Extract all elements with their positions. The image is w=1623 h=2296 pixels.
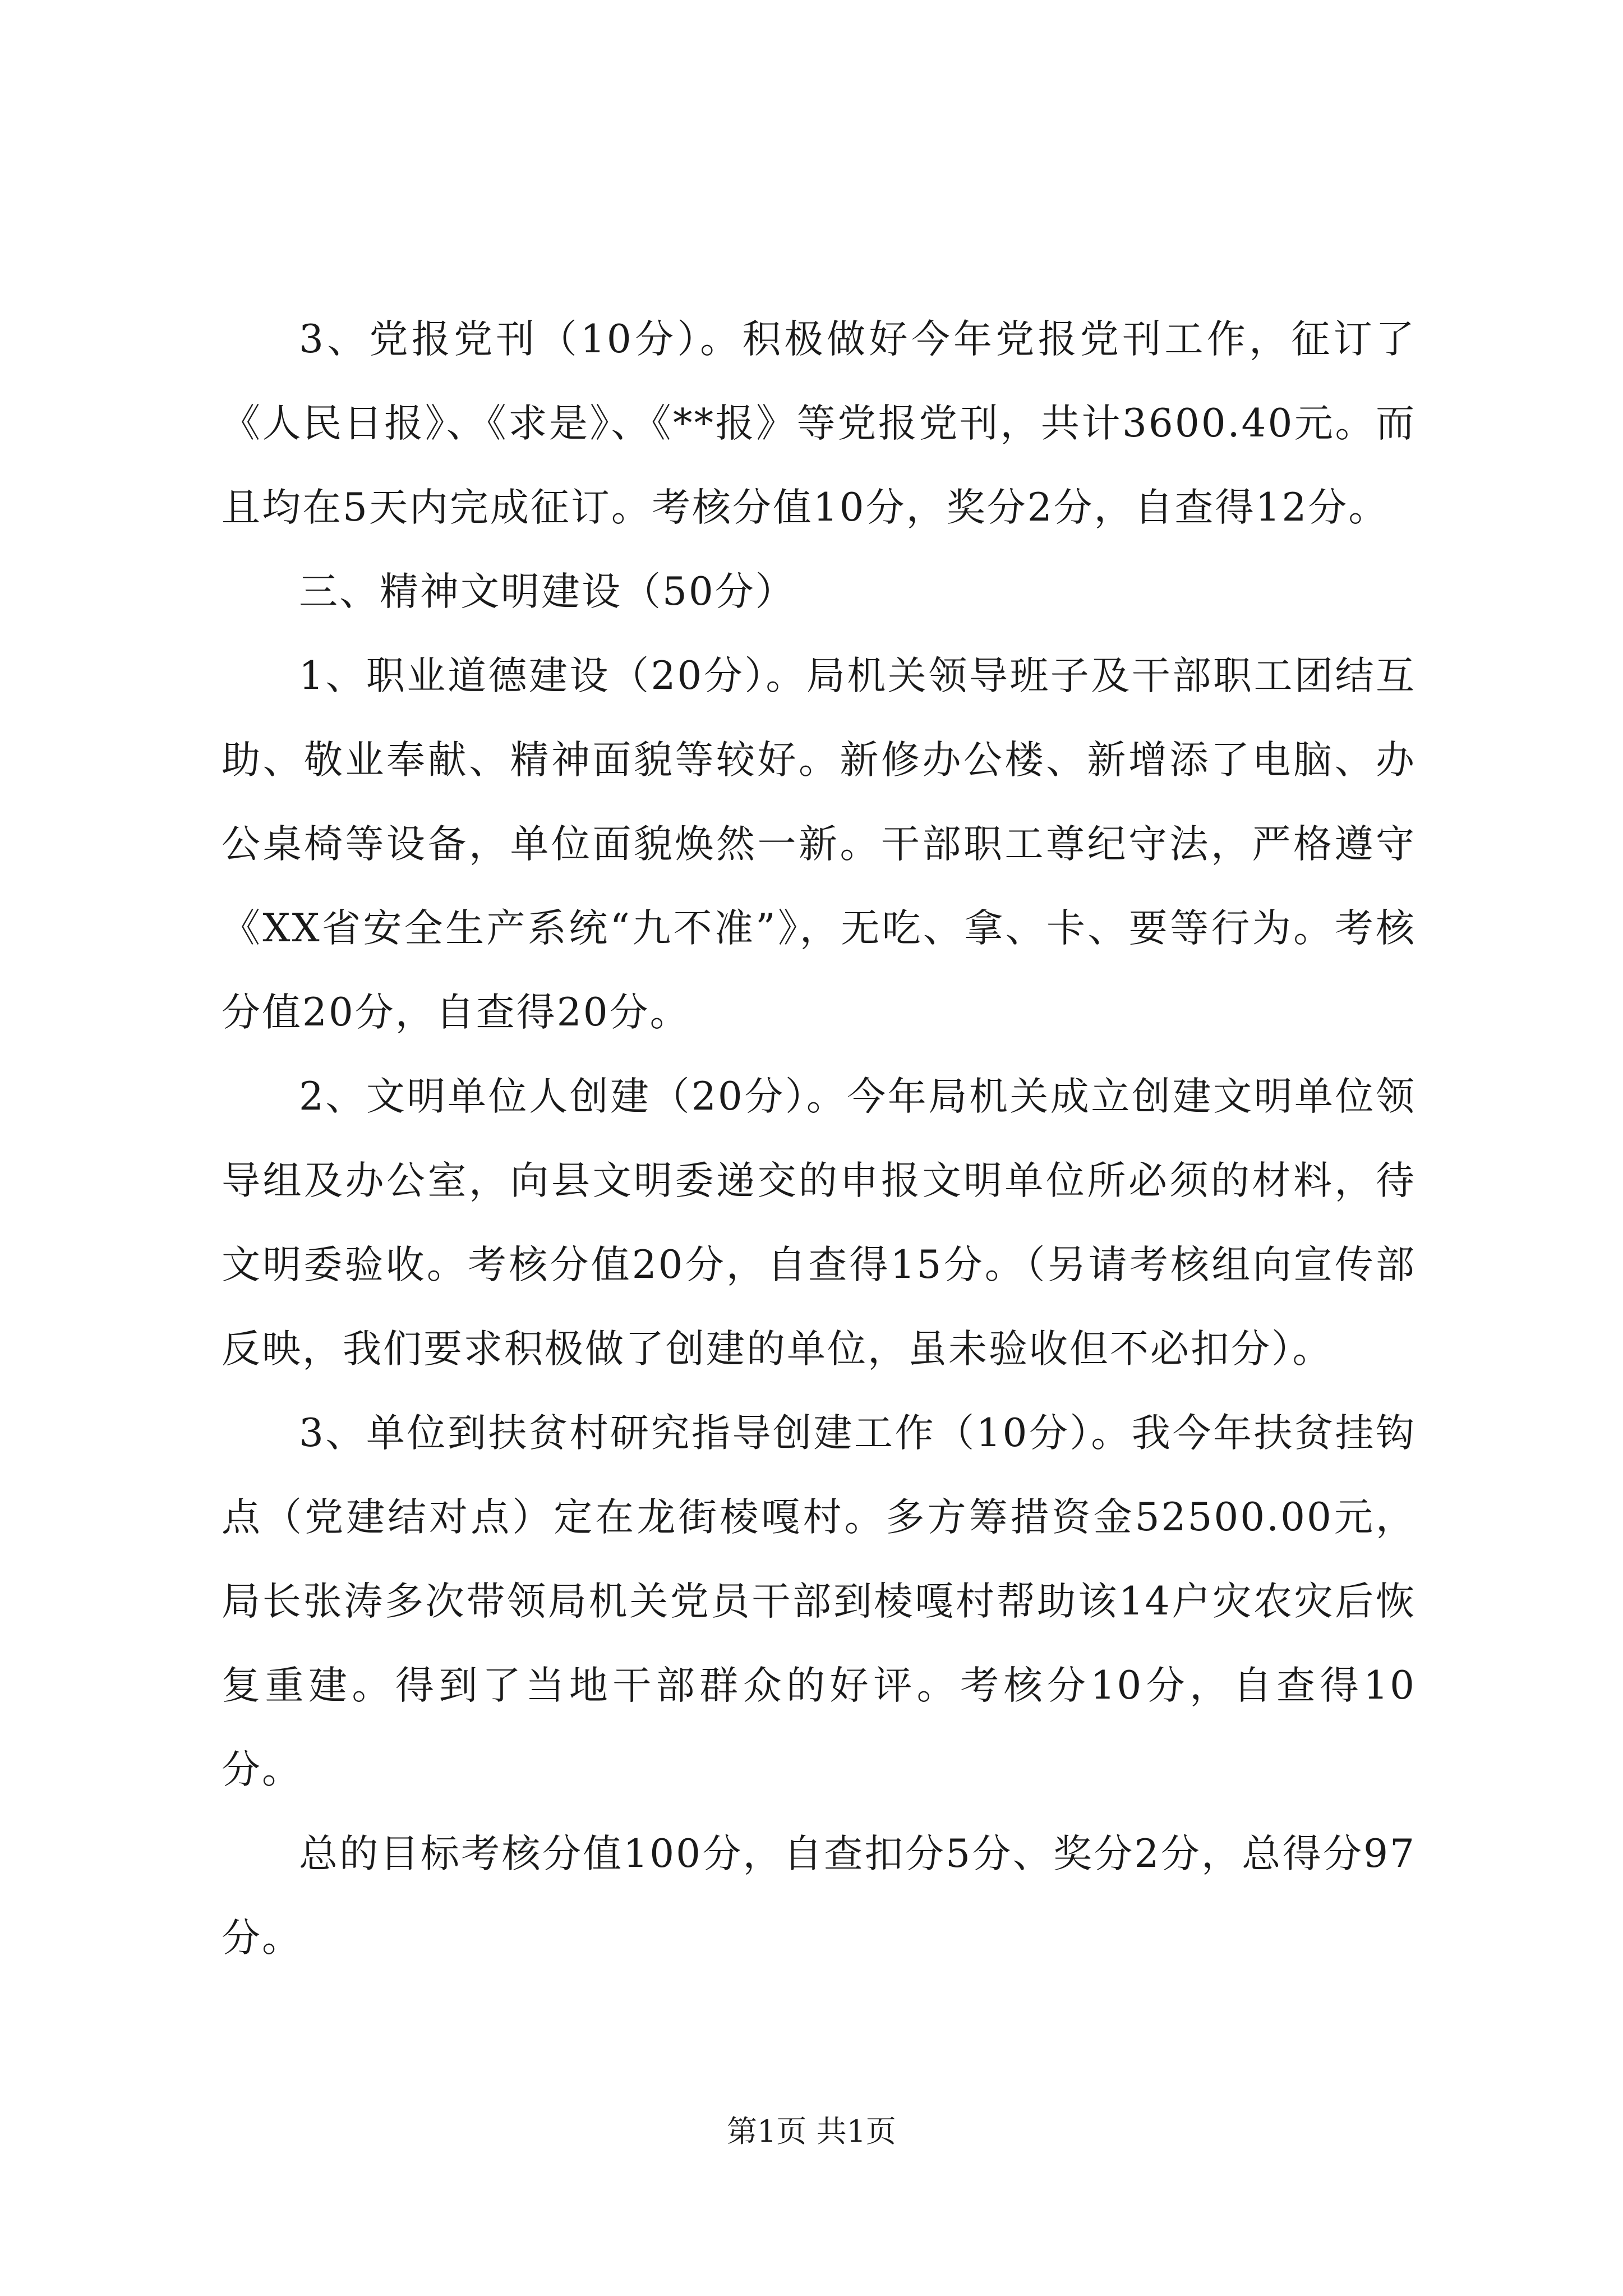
section-heading-spiritual-civilization: 三、精神文明建设（50分） (299, 569, 796, 614)
document-body (222, 297, 1416, 1980)
paragraph-civilized-unit: 2、文明单位人创建（20分）。今年局机关成立创建文明单位领导组及办公室，向县文明委递交的申报文明单位所必须的材料，待文明委验收。考核分值20分，自查得15分。（另请考核组向宣传部反映，我们要求积极做了创建的单位，虽未验收但不必扣分）。 (222, 1074, 1416, 1372)
paragraph-professional-ethics: 1、职业道德建设（20分）。局机关领导班子及干部职工团结互助、敬业奉献、精神面貌等较好。新修办公楼、新增添了电脑、办公桌椅等设备，单位面貌焕然一新。干部职工尊纪守法，严格遵守《XX省安全生产系统“九不准”》，无吃、拿、卡、要等行为。考核分值20分，自查得20分。 (222, 654, 1416, 1035)
paragraph-party-newspapers: 3、党报党刊（10分）。积极做好今年党报党刊工作，征订了《人民日报》、《求是》、《**报》等党报党刊，共计3600.40元。而且均在5天内完成征订。考核分值10分，奖分2分，自查得12分。 (222, 317, 1416, 530)
paragraph-total-score: 总的目标考核分值100分，自查扣分5分、奖分2分，总得分97分。 (222, 1832, 1416, 1961)
page-footer: 第1页 共1页 (727, 2114, 896, 2149)
paragraph-poverty-village: 3、单位到扶贫村研究指导创建工作（10分）。我今年扶贫挂钩点（党建结对点）定在龙街棱嘎村。多方筹措资金52500.00元，局长张涛多次带领局机关党员干部到棱嘎村帮助该14户灾农灾后恢复重建。得到了当地干部群众的好评。考核分10分，自查得10分。 (222, 1411, 1416, 1792)
